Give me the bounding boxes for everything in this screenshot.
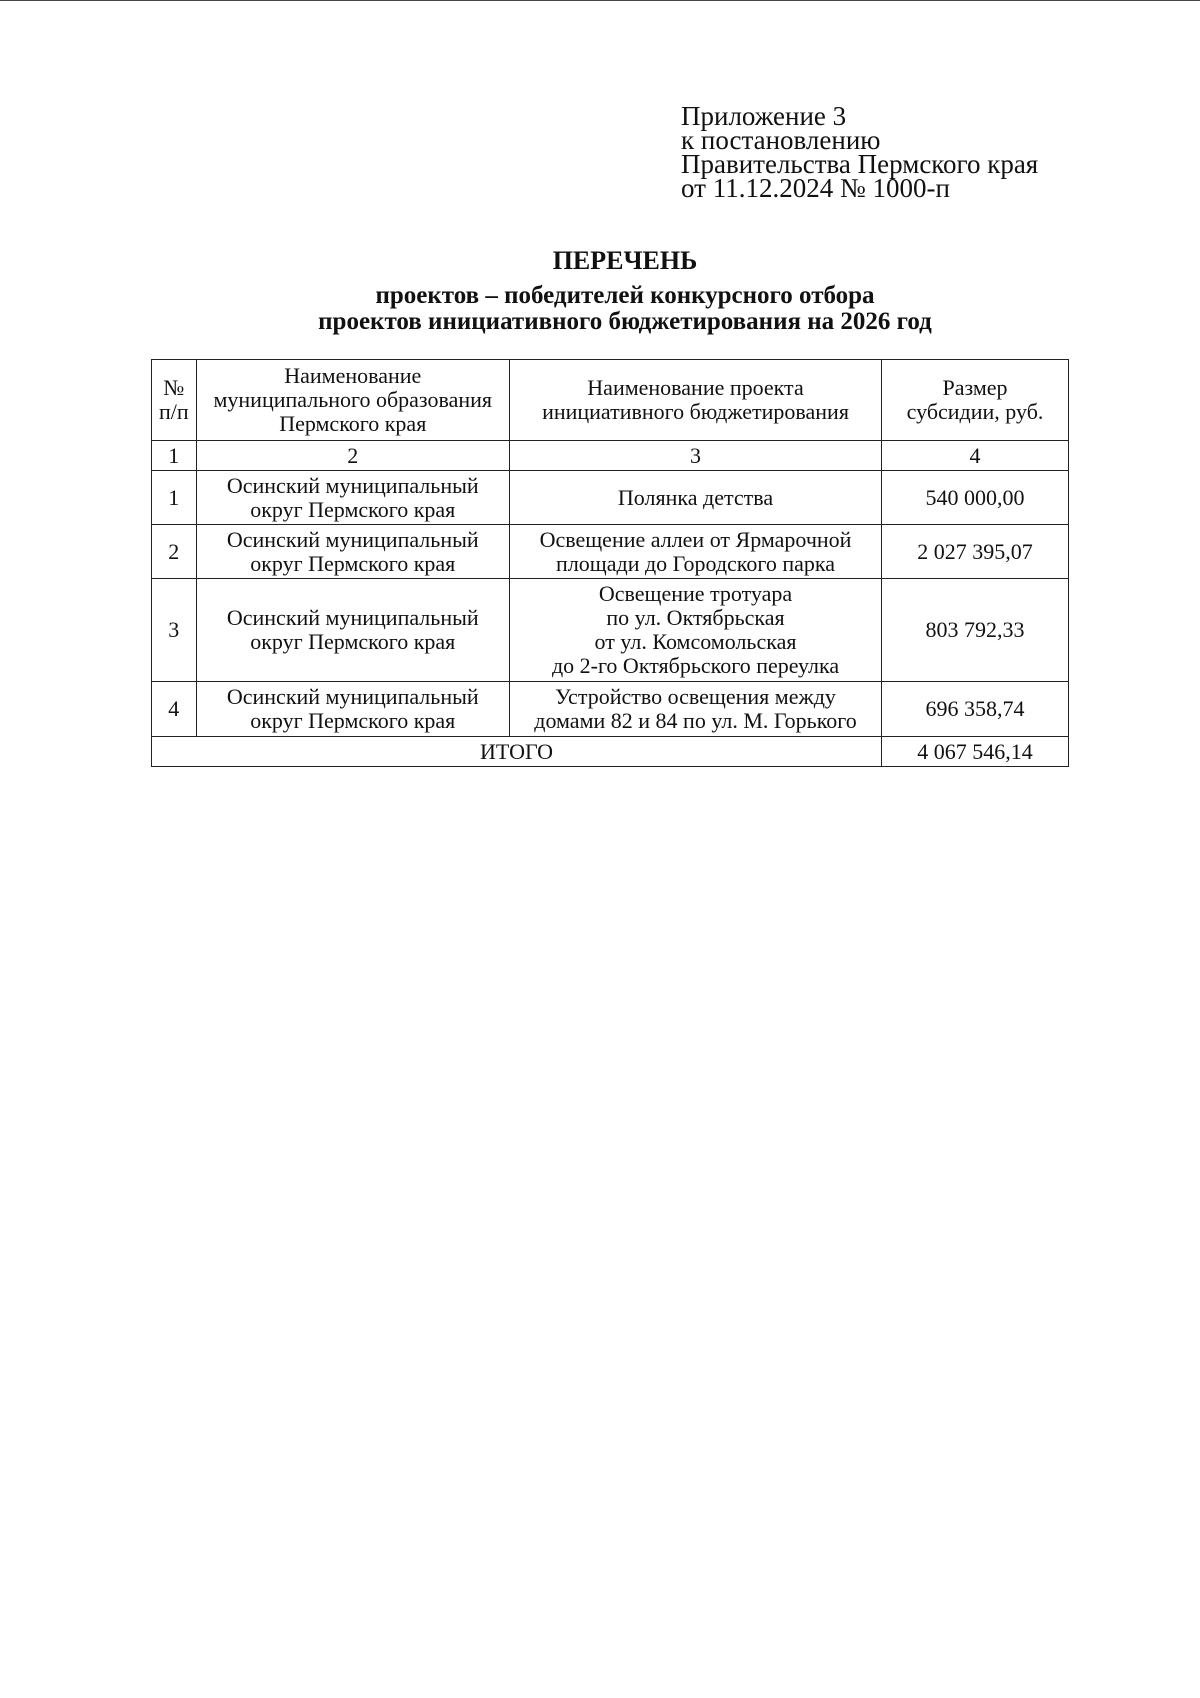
appendix-block	[681, 101, 1039, 203]
header-subsidy: Размер субсидии, руб.	[882, 360, 1069, 441]
row-municipality: Осинский муниципальный округ Пермского края	[196, 579, 509, 682]
total-value: 4 067 546,14	[882, 737, 1069, 767]
document-subtitle	[0, 283, 1200, 335]
row-num: 2	[152, 525, 197, 579]
row-municipality: Осинский муниципальный округ Пермского края	[196, 471, 509, 525]
header-num: № п/п	[152, 360, 197, 441]
row-municipality: Осинский муниципальный округ Пермского края	[196, 682, 509, 737]
total-row	[152, 737, 1069, 767]
header-project: Наименование проекта инициативного бюджетирования	[509, 360, 881, 441]
subtitle-line: проектов инициативного бюджетирования на 2026 год	[318, 308, 932, 335]
table-row	[152, 579, 1069, 682]
row-subsidy: 803 792,33	[882, 579, 1069, 682]
row-municipality: Осинский муниципальный округ Пермского края	[196, 525, 509, 579]
column-numbers-row	[152, 441, 1069, 471]
row-project: Освещение аллеи от Ярмарочной площади до Городского парка	[509, 525, 881, 579]
page-top-edge	[0, 0, 1200, 1]
document-title: ПЕРЕЧЕНЬ	[552, 246, 698, 275]
row-subsidy: 540 000,00	[882, 471, 1069, 525]
row-num: 3	[152, 579, 197, 682]
appendix-line: Правительства Пермского края	[681, 149, 1039, 179]
column-number: 1	[152, 441, 197, 471]
table-row	[152, 471, 1069, 525]
projects-table	[151, 359, 1069, 767]
row-subsidy: 696 358,74	[882, 682, 1069, 737]
subtitle-line: проектов – победителей конкурсного отбора	[375, 282, 875, 309]
table-header-row	[152, 360, 1069, 441]
row-project: Полянка детства	[509, 471, 881, 525]
row-num: 4	[152, 682, 197, 737]
row-subsidy: 2 027 395,07	[882, 525, 1069, 579]
table-row	[152, 682, 1069, 737]
header-municipality: Наименование муниципального образования Пермского края	[196, 360, 509, 441]
row-project: Устройство освещения между домами 82 и 84 по ул. М. Горького	[509, 682, 881, 737]
table-row	[152, 525, 1069, 579]
column-number: 3	[509, 441, 881, 471]
column-number: 4	[882, 441, 1069, 471]
total-label: ИТОГО	[152, 737, 882, 767]
row-project: Освещение тротуара по ул. Октябрьская от ул. Комсомольская до 2-го Октябрьского переулка	[509, 579, 881, 682]
row-num: 1	[152, 471, 197, 525]
appendix-line: Приложение 3	[681, 101, 847, 131]
column-number: 2	[196, 441, 509, 471]
appendix-line: от 11.12.2024 № 1000-п	[681, 173, 950, 203]
appendix-line: к постановлению	[681, 125, 881, 155]
